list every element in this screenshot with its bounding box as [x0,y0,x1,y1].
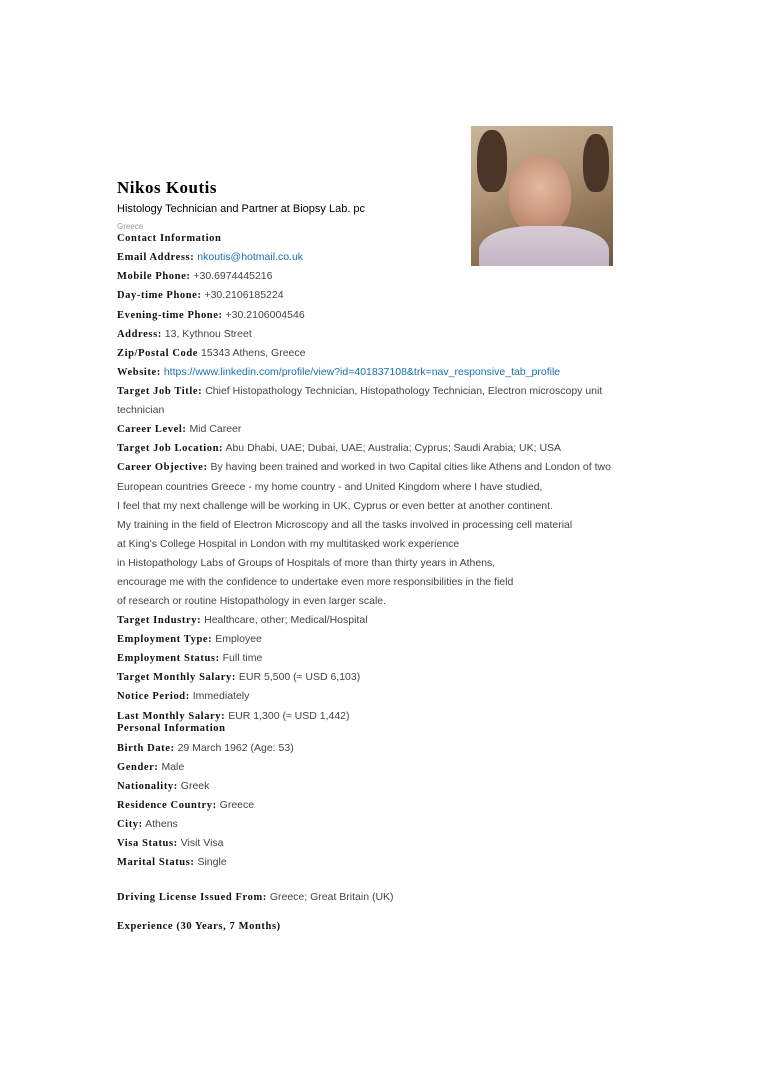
monthly-salary-row [117,671,360,683]
website-link[interactable]: https://www.linkedin.com/profile/view?id=401837108&trk=nav_responsive_tab_profile [163,366,561,378]
mobile-value: +30.6974445216 [193,270,273,282]
residence-label: Residence Country: [117,800,217,811]
objective-line: at King's College Hospital in London with my multitasked work experience [117,538,460,550]
employment-type-label: Employment Type: [117,634,213,645]
notice-value: Immediately [192,690,250,702]
career-level-label: Career Level: [117,424,187,435]
zip-value: 15343 Athens, Greece [200,347,306,359]
notice-row [117,690,249,702]
marital-label: Marital Status: [117,857,195,868]
website-label: Website: [117,367,161,378]
monthly-salary-label: Target Monthly Salary: [117,672,236,683]
birth-value: 29 March 1962 (Age: 53) [177,742,294,754]
last-salary-row [117,710,350,722]
wall-mask-left [477,130,507,192]
visa-value: Visit Visa [180,837,224,849]
city-label: City: [117,819,143,830]
license-label: Driving License Issued From: [117,892,267,903]
industry-value: Healthcare, other; Medical/Hospital [204,614,368,626]
evening-phone-value: +30.2106004546 [225,309,305,321]
personal-section-title: Personal Information [117,723,226,734]
profile-name: Nikos Koutis [117,178,217,197]
city-row [117,818,178,830]
objective-line: encourage me with the confidence to undertake even more responsibilities in the field [117,576,514,588]
email-link[interactable]: nkoutis@hotmail.co.uk [197,251,304,263]
zip-label: Zip/Postal Code [117,348,199,359]
notice-label: Notice Period: [117,691,190,702]
career-level-value: Mid Career [189,423,242,435]
birth-label: Birth Date: [117,743,175,754]
day-phone-row [117,289,284,301]
email-row [117,251,303,263]
gender-value: Male [161,761,185,773]
contact-section-title: Contact Information [117,233,222,244]
objective-line: I feel that my next challenge will be working in UK, Cyprus or even better at another continent. [117,500,553,512]
shirt [479,226,609,266]
face [509,156,571,234]
employment-status-row [117,652,262,664]
gender-label: Gender: [117,762,159,773]
address-row [117,328,252,340]
mobile-row [117,270,272,282]
residence-row [117,799,254,811]
objective-line: My training in the field of Electron Microscopy and all the tasks involved in processing cell material [117,519,573,531]
email-label: Email Address: [117,252,195,263]
job-location-row [117,442,561,454]
job-location-label: Target Job Location: [117,443,224,454]
city-value: Athens [145,818,178,830]
address-label: Address: [117,329,162,340]
job-title-continued: technician [117,404,165,416]
visa-row [117,837,224,849]
nationality-label: Nationality: [117,781,178,792]
objective-line: By having been trained and worked in two Capital cities like Athens and London of two [210,461,611,473]
employment-status-label: Employment Status: [117,653,220,664]
employment-type-row [117,633,262,645]
industry-row [117,614,368,626]
visa-label: Visa Status: [117,838,178,849]
day-phone-label: Day-time Phone: [117,290,202,301]
gender-row [117,761,184,773]
residence-value: Greece [219,799,255,811]
marital-value: Single [197,856,227,868]
objective-label: Career Objective: [117,462,208,473]
nationality-row [117,780,209,792]
address-value: 13, Kythnou Street [164,328,252,340]
objective-line: in Histopathology Labs of Groups of Hospitals of more than thirty years in Athens, [117,557,496,569]
last-salary-value: EUR 1,300 (≈ USD 1,442) [228,710,350,722]
career-level-row [117,423,241,435]
birth-row [117,742,294,754]
job-title-row [117,385,602,397]
license-row [117,891,394,903]
mobile-label: Mobile Phone: [117,271,191,282]
employment-status-value: Full time [222,652,263,664]
website-row [117,366,560,378]
objective-row [117,461,611,473]
job-location-value: Abu Dhabi, UAE; Dubai, UAE; Australia; Cyprus; Saudi Arabia; UK; USA [225,442,562,454]
objective-line: European countries Greece - my home country - and United Kingdom where I have studied, [117,481,543,493]
monthly-salary-value: EUR 5,500 (≈ USD 6,103) [238,671,361,683]
profile-photo [471,126,613,266]
evening-phone-label: Evening-time Phone: [117,310,223,321]
profile-headline: Histology Technician and Partner at Biopsy Lab. pc [117,203,366,215]
license-value: Greece; Great Britain (UK) [269,891,394,903]
evening-phone-row [117,309,305,321]
wall-mask-right [583,134,609,192]
job-title-label: Target Job Title: [117,386,203,397]
marital-row [117,856,227,868]
profile-location: Greece [117,222,144,231]
experience-title: Experience (30 Years, 7 Months) [117,921,281,932]
last-salary-label: Last Monthly Salary: [117,711,226,722]
day-phone-value: +30.2106185224 [204,289,284,301]
industry-label: Target Industry: [117,615,202,626]
zip-row [117,347,305,359]
nationality-value: Greek [180,780,210,792]
employment-type-value: Employee [215,633,262,645]
objective-line: of research or routine Histopathology in even larger scale. [117,595,387,607]
job-title-value: Chief Histopathology Technician, Histopathology Technician, Electron microscopy unit [205,385,603,397]
